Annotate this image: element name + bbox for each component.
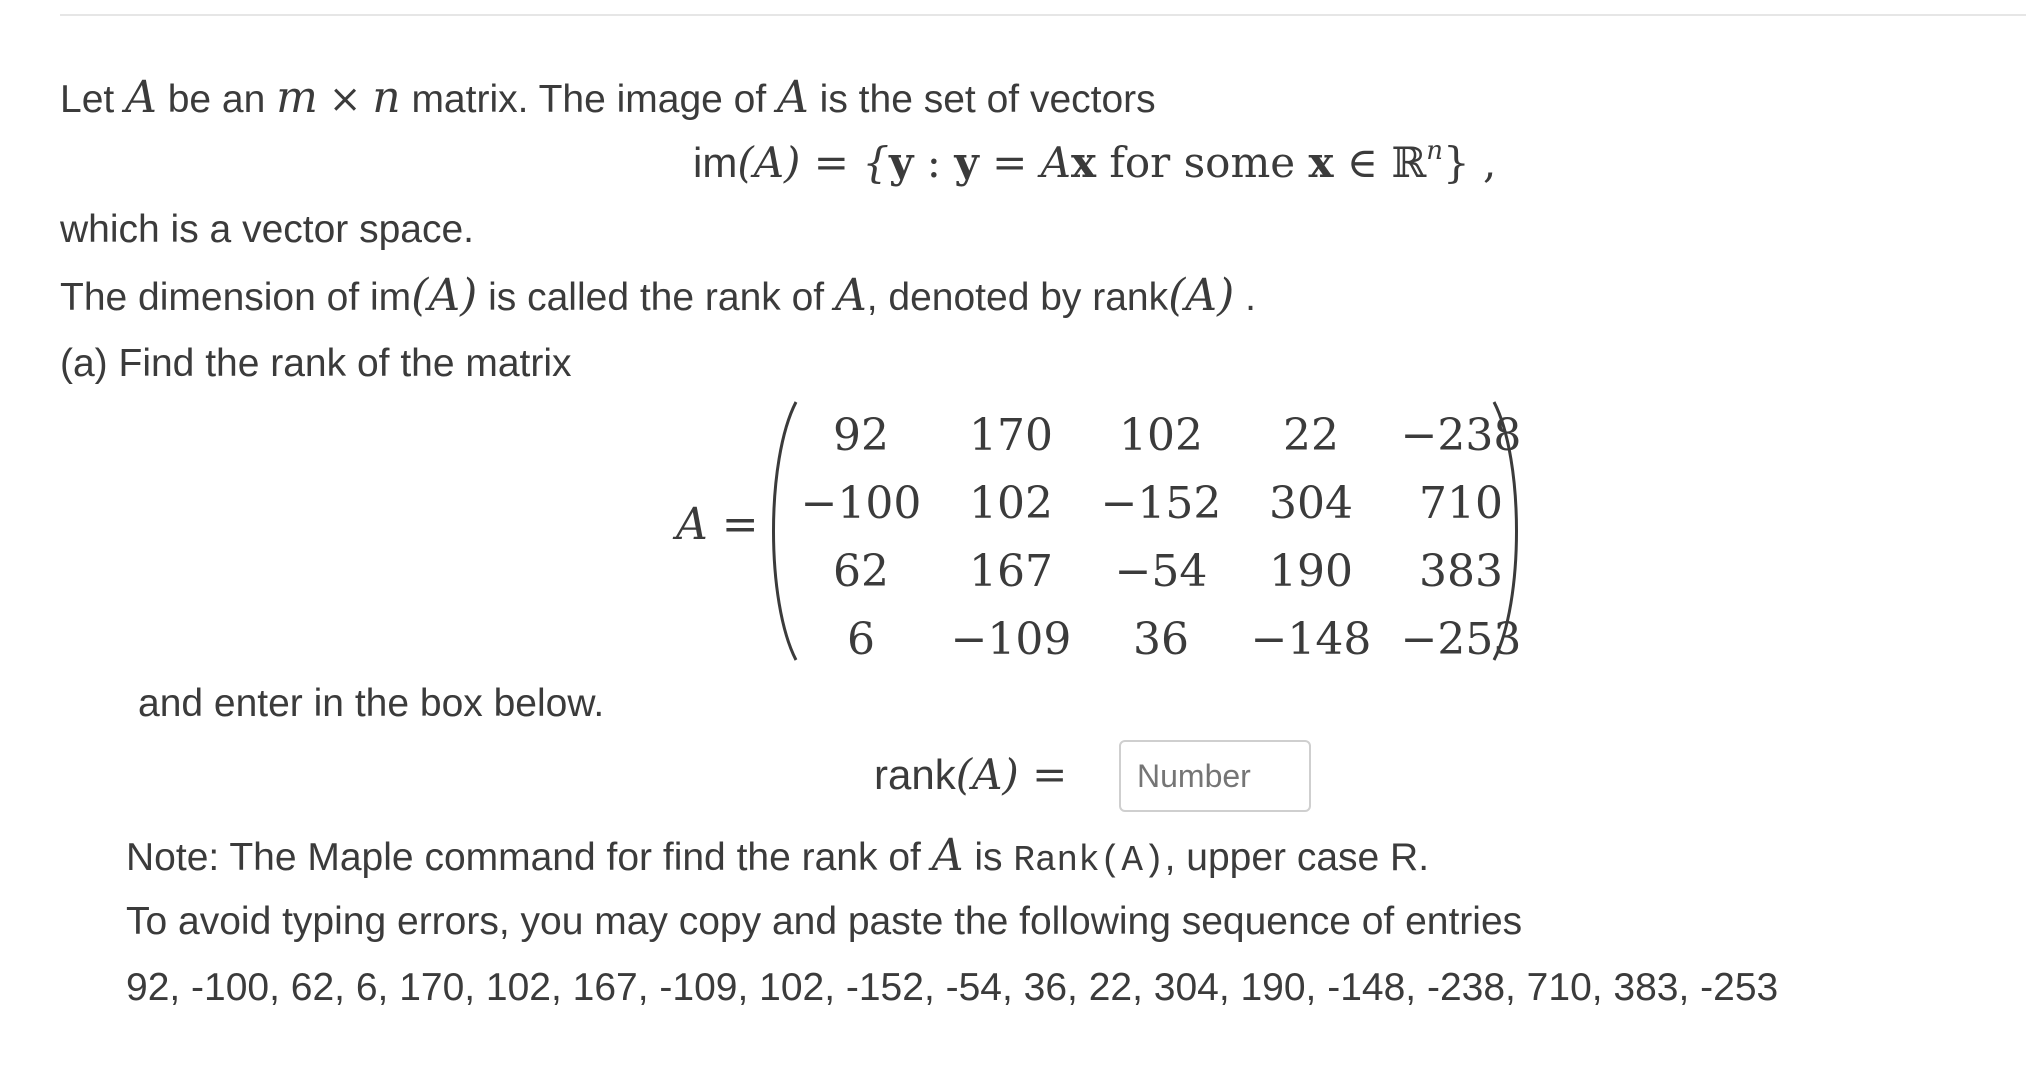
intro-line (60, 72, 1156, 123)
rank-def-post: , denoted by rank (866, 276, 1169, 319)
image-x2: x (1308, 138, 1334, 187)
image-y2: y (954, 138, 979, 187)
enter-instruction: and enter in the box below. (138, 682, 605, 725)
image-in-R: ∈ ℝ (1333, 138, 1427, 187)
note-is: is (974, 836, 1003, 879)
matrix-label: A = (676, 499, 759, 550)
top-divider (60, 14, 2026, 16)
intro-is-set: is the set of vectors (819, 78, 1156, 121)
note-code: Rank(A) (1013, 840, 1165, 881)
intro-A2: A (777, 72, 809, 123)
rank-definition (60, 270, 1256, 321)
matrix-cell: −148 (1250, 614, 1372, 665)
entries-sequence: 92, -100, 62, 6, 170, 102, 167, -109, 102, -152, -54, 36, 22, 304, 190, -148, -238, 710, 383, -253 (126, 966, 1779, 1009)
matrix-cell: 190 (1269, 546, 1353, 597)
matrix-cell: 304 (1269, 478, 1353, 529)
intro-m: m (276, 72, 318, 123)
matrix-cell: 22 (1283, 410, 1339, 461)
answer-rank-text: rank (874, 751, 956, 798)
rank-def-paren-A2: (A) (1168, 270, 1235, 321)
right-parenthesis (1488, 400, 1528, 662)
note-post: , upper case R. (1164, 836, 1430, 879)
rank-def-paren-A: (A) (411, 270, 478, 321)
answer-paren-A: (A) (955, 750, 1019, 799)
rank-def-pre: The dimension of im (60, 276, 412, 319)
matrix-cell: 62 (833, 546, 889, 597)
image-colon: : (913, 138, 955, 187)
rank-answer-input[interactable] (1119, 740, 1311, 812)
image-sup-n: n (1426, 136, 1443, 166)
matrix-display (676, 400, 1536, 670)
intro-times: × (328, 77, 362, 122)
matrix-grid (786, 402, 1536, 674)
matrix-cell: −253 (1400, 614, 1522, 665)
matrix-cell: 6 (847, 614, 875, 665)
matrix-cell: −54 (1114, 546, 1208, 597)
image-eq: = A (978, 138, 1071, 187)
image-x1: x (1070, 138, 1096, 187)
intro-matrix-text: matrix. The image of (411, 78, 767, 121)
intro-be-an: be an (167, 78, 266, 121)
matrix-cell: −100 (800, 478, 922, 529)
image-y1: y (889, 138, 914, 187)
intro-A: A (125, 72, 157, 123)
matrix-cell: −152 (1100, 478, 1222, 529)
matrix-cell: 170 (969, 410, 1053, 461)
matrix-cell: 710 (1419, 478, 1503, 529)
vector-space-text: which is a vector space. (60, 208, 475, 251)
matrix-cell: 92 (833, 410, 889, 461)
copy-instruction: To avoid typing errors, you may copy and paste the following sequence of entries (126, 900, 1523, 943)
image-for-some: for some (1096, 138, 1309, 187)
part-a-prompt: (a) Find the rank of the matrix (60, 342, 572, 385)
image-lhs: (A) = { (737, 138, 890, 187)
intro-n: n (372, 72, 401, 123)
matrix-cell: −109 (950, 614, 1072, 665)
rank-def-mid: is called the rank of (488, 276, 825, 319)
note-A: A (931, 830, 964, 881)
matrix-cell: 36 (1133, 614, 1189, 665)
image-close: } , (1442, 138, 1497, 187)
matrix-cell: 383 (1419, 546, 1503, 597)
rank-answer-label (874, 750, 1068, 799)
rank-def-end: . (1245, 276, 1256, 319)
rank-def-A: A (834, 270, 867, 321)
image-im: im (693, 139, 738, 186)
answer-eq: = (1018, 750, 1068, 799)
maple-note (126, 830, 1430, 881)
matrix-cell: 102 (1119, 410, 1203, 461)
matrix-cell: −238 (1400, 410, 1522, 461)
note-pre: Note: The Maple command for find the rank of (126, 836, 921, 879)
intro-let: Let (60, 78, 115, 121)
matrix-cell: 102 (969, 478, 1053, 529)
matrix-cell: 167 (969, 546, 1053, 597)
image-definition (693, 136, 1497, 187)
